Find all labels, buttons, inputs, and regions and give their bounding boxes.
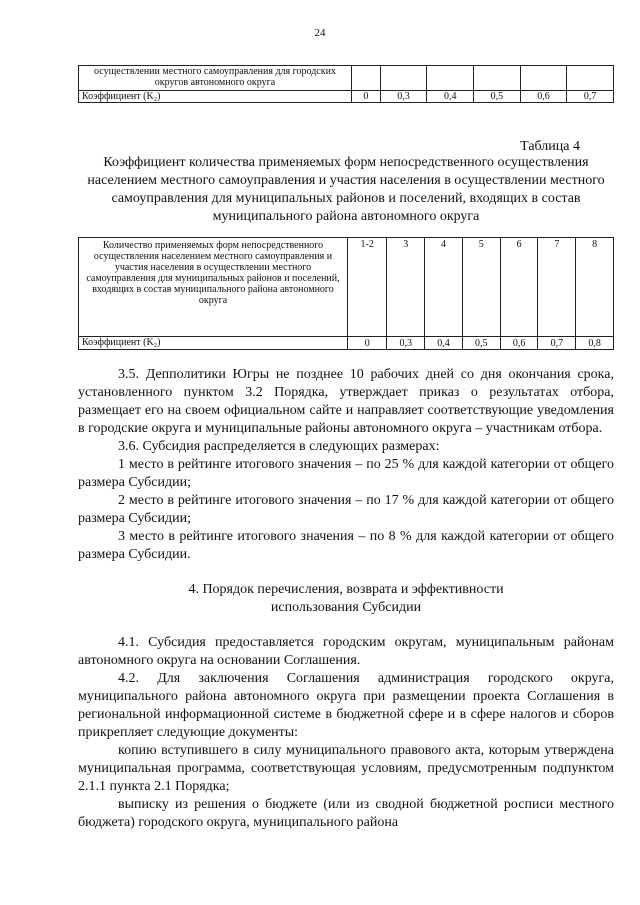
table-header-cell: 3 — [387, 238, 425, 337]
list-item: 1 место в рейтинге итогового значения – по 25 % для каждой категории от общего размера Субсидии; — [78, 457, 614, 490]
table-header-cell: 7 — [538, 238, 576, 337]
coefficient-value: 0,4 — [425, 337, 463, 350]
table-header-cell: 4 — [425, 238, 463, 337]
table-header-cell: 1-2 — [348, 238, 387, 337]
coefficient-value: 0,3 — [380, 91, 427, 103]
coefficient-value: 0,7 — [567, 91, 614, 103]
section-heading: использования Субсидии — [270, 600, 422, 615]
coefficient-value: 0,5 — [462, 337, 500, 350]
paragraph-4-1: 4.1. Субсидия предоставляется городским округам, муниципальным районам автономного округа на основании Соглашения. — [78, 635, 614, 668]
table-row — [79, 238, 614, 337]
table-header-cell — [352, 66, 381, 91]
body-text — [78, 366, 614, 832]
coefficient-value: 0,4 — [427, 91, 474, 103]
list-item: копию вступившего в силу муниципального правового акта, которым утверждена муниципальная программа, соответствующая условиям, предусмотренным подпунктом 2.1.1 пункта 2.1 Порядка; — [78, 743, 614, 794]
coefficient-value: 0 — [352, 91, 381, 103]
coefficient-value: 0,5 — [474, 91, 521, 103]
table-description-cell: Количество применяемых форм непосредственного осуществления населением местного самоуправления и участия населения в осуществлении местного самоуправления для муниципальных районов и поселений, входящих в состав муниципального района автономного округа — [79, 238, 348, 337]
table-header-cell: 6 — [500, 238, 538, 337]
table-row — [79, 66, 614, 91]
table-header-cell — [474, 66, 521, 91]
paragraph-4-2: 4.2. Для заключения Соглашения администрация городского округа, муниципального района автономного округа при размещении проекта Соглашения в региональной информационной системе в бюджетной сфере и в сфере налогов и сборов прикрепляет следующие документы: — [78, 671, 614, 740]
list-item: 2 место в рейтинге итогового значения – по 17 % для каждой категории от общего размера Субсидии; — [78, 493, 614, 526]
table-header-cell — [427, 66, 474, 91]
paragraph-3-5: 3.5. Депполитики Югры не позднее 10 рабочих дней со дня окончания срока, установленного пунктом 3.2 Порядка, утверждает приказ о результатах отбора, размещает его на своем официальном сайте и направляет соответствующие уведомления в городские округа и муниципальные районы автономного округа – участникам отбора. — [78, 367, 614, 436]
table-4-title: Коэффициент количества применяемых форм непосредственного осуществления населением местного самоуправления и участия населения в осуществлении местного самоуправления для муниципальных районов и поселений, входящих в состав муниципального района автономного округа — [87, 155, 605, 224]
table-header-cell: 8 — [576, 238, 614, 337]
table-row — [79, 91, 614, 103]
table-4-label: Таблица 4 — [520, 139, 580, 154]
coefficient-value: 0,6 — [500, 337, 538, 350]
paragraph-3-6: 3.6. Субсидия распределяется в следующих размерах: — [118, 439, 440, 454]
table-header-cell — [567, 66, 614, 91]
coefficient-table-4 — [78, 237, 614, 350]
coefficient-value: 0 — [348, 337, 387, 350]
list-item: 3 место в рейтинге итогового значения – по 8 % для каждой категории от общего размера Субсидии. — [78, 529, 614, 562]
table-row — [79, 337, 614, 350]
table-description-cell: осуществлении местного самоуправления для городских округов автономного округа — [79, 66, 352, 91]
table-header-cell — [380, 66, 427, 91]
coefficient-value: 0,8 — [576, 337, 614, 350]
coefficient-table-3 — [78, 65, 614, 103]
coefficient-label: Коэффициент (K₂) — [79, 337, 348, 350]
table-header-cell — [520, 66, 567, 91]
section-heading: 4. Порядок перечисления, возврата и эффективности — [188, 582, 504, 597]
table-header-cell: 5 — [462, 238, 500, 337]
coefficient-value: 0,6 — [520, 91, 567, 103]
coefficient-value: 0,3 — [387, 337, 425, 350]
coefficient-value: 0,7 — [538, 337, 576, 350]
page-number: 24 — [314, 27, 326, 39]
list-item: выписку из решения о бюджете (или из сводной бюджетной росписи местного бюджета) городского округа, муниципального района — [78, 797, 614, 830]
coefficient-label: Коэффициент (K₂) — [79, 91, 352, 103]
